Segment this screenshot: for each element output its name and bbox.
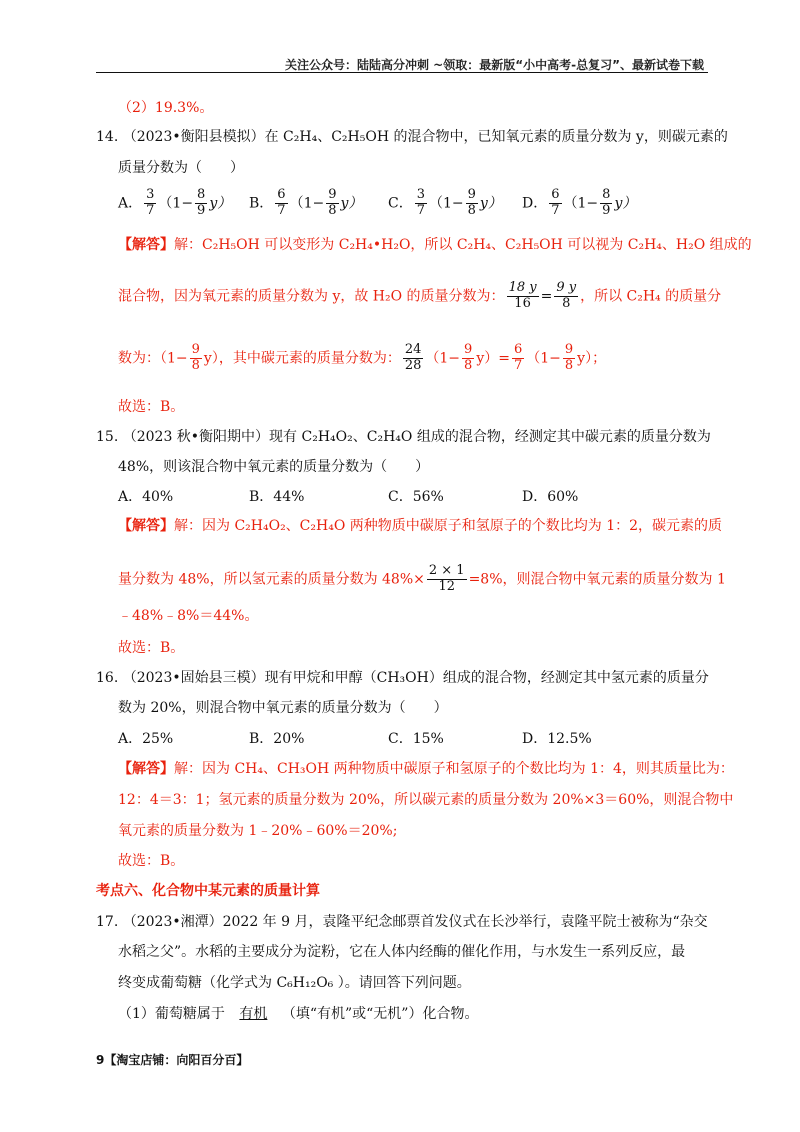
header-rule — [96, 72, 708, 73]
numerator: 9 — [464, 342, 473, 357]
denominator: 28 — [404, 357, 422, 373]
solution-text: 量分数为 48%，所以氢元素的质量分数为 48%× — [118, 571, 425, 588]
denominator: 8 — [562, 295, 571, 311]
fraction — [195, 188, 207, 219]
option-tail: y） — [209, 195, 232, 212]
q14-solution-line3 — [118, 343, 606, 374]
option-label: A． — [118, 195, 143, 212]
numerator: 24 — [404, 342, 422, 357]
q17-number: 17. — [96, 914, 119, 930]
denominator: 7 — [513, 357, 523, 373]
solution-tag: 【解答】 — [118, 761, 174, 777]
numerator: 2 × 1 — [428, 563, 465, 578]
denominator: 8 — [328, 202, 337, 218]
q14-number: 14. — [96, 129, 119, 145]
solution-tag: 【解答】 — [118, 237, 174, 253]
q16-option-a: A．25% — [118, 731, 174, 747]
q14-solution-line1 — [118, 236, 752, 254]
q16-solution-line2: 12：4＝3：1；氢元素的质量分数为 20%，所以碳元素的质量分数为 20%×3＝60%，则混合物中 — [118, 792, 734, 808]
equals: = — [540, 288, 553, 305]
numerator: 3 — [146, 187, 155, 202]
numerator: 3 — [416, 187, 425, 202]
denominator: 8 — [464, 357, 473, 373]
numerator: 6 — [551, 187, 560, 202]
sub-question-text: （填“有机”或“无机”）化合物。 — [281, 1006, 479, 1022]
solution-text: y）； — [577, 350, 607, 367]
fraction — [144, 188, 156, 219]
option-tail: y） — [479, 195, 502, 212]
fraction — [563, 343, 575, 374]
denominator: 9 — [197, 202, 206, 218]
solution-text: 解：C₂H₅OH 可以变形为 C₂H₄•H₂O，所以 C₂H₄、C₂H₅OH 可以视为 C₂H₄、H₂O 组成的 — [174, 237, 752, 253]
q14-stem-text-1: （2023•衡阳县模拟）在 C₂H₄、C₂H₅OH 的混合物中，已知氧元素的质量分数为 y，则碳元素的 — [122, 129, 728, 145]
fraction — [466, 188, 478, 219]
fraction — [462, 343, 474, 374]
section-title: 考点六、化合物中某元素的质量计算 — [96, 883, 320, 899]
q15-option-b: B．44% — [249, 489, 305, 505]
q16-stem-text-1: （2023•固始县三模）现有甲烷和甲醇（CH₃OH）组成的混合物，经测定其中氢元素的质量分 — [122, 670, 709, 686]
page-number: 9 — [96, 1053, 105, 1067]
numerator: 8 — [197, 187, 206, 202]
footer-text: 【淘宝店铺：向阳百分百】 — [104, 1053, 249, 1067]
q16-option-b: B．20% — [249, 731, 305, 747]
fraction — [549, 188, 561, 219]
q15-option-c: C．56% — [388, 489, 444, 505]
denominator: 12 — [438, 578, 455, 594]
numerator: 6 — [513, 342, 523, 357]
denominator: 8 — [467, 202, 476, 218]
solution-tag: 【解答】 — [118, 518, 174, 534]
q15-stem-line2: 48%，则该混合物中氧元素的质量分数为（ ） — [118, 459, 430, 475]
q15-solution-line3: ﹣48%﹣8%＝44%。 — [118, 608, 259, 624]
solution-text: 解：因为 C₂H₄O₂、C₂H₄O 两种物质中碳原子和氢原子的个数比均为 1：2，碳元素的质 — [174, 518, 723, 534]
numerator: 18 y — [508, 280, 537, 295]
numerator: 9 — [467, 187, 476, 202]
option-label: C． — [388, 195, 413, 212]
q15-solution-line1 — [118, 517, 722, 535]
q16-stem-line1 — [96, 669, 709, 687]
answer-blank: 有机 — [239, 1006, 268, 1022]
q17-stem-line3: 终变成葡萄糖（化学式为 C₆H₁₂O₆ ）。请回答下列问题。 — [118, 975, 471, 991]
numerator: 9 — [191, 342, 200, 357]
numerator: 6 — [277, 187, 286, 202]
numerator: 9 — [564, 342, 574, 357]
denominator: 16 — [514, 295, 531, 311]
solution-text: 数为：（1− — [118, 350, 188, 367]
solution-text: y），其中碳元素的质量分数为： — [203, 350, 401, 367]
q16-option-d: D．12.5% — [522, 731, 592, 747]
q15-solution-line2 — [118, 564, 726, 595]
solution-text: y）= — [476, 350, 510, 367]
solution-text: 混合物，因为氧元素的质量分数为 y，故 H₂O 的质量分数为： — [118, 288, 505, 305]
q17-stem-line2: 水稻之父”。水稻的主要成分为淀粉，它在人体内经酶的催化作用，与水发生一系列反应，最 — [118, 944, 686, 960]
denominator: 7 — [551, 202, 560, 218]
fraction — [600, 188, 612, 219]
numerator: 8 — [602, 187, 611, 202]
solution-text: （1− — [526, 350, 561, 367]
denominator: 7 — [146, 202, 155, 218]
fraction — [190, 343, 202, 374]
q15-conclusion: 故选：B。 — [118, 640, 185, 656]
q14-option-d — [522, 188, 636, 219]
q16-solution-line1 — [118, 760, 734, 778]
solution-text: 解：因为 CH₄、CH₃OH 两种物质中碳原子和氢原子的个数比均为 1：4，则其质量比为： — [174, 761, 734, 777]
prev-answer: （2）19.3%。 — [118, 100, 214, 116]
fraction — [507, 281, 539, 312]
fraction — [275, 188, 287, 219]
solution-text: =8%，则混合物中氧元素的质量分数为 1 — [468, 571, 726, 588]
sub-question-text: （1）葡萄糖属于 — [118, 1006, 225, 1022]
denominator: 9 — [602, 202, 611, 218]
fraction — [326, 188, 338, 219]
option-label: D． — [522, 195, 548, 212]
q15-stem-text-1: （2023 秋•衡阳期中）现有 C₂H₄O₂、C₂H₄O 组成的混合物，经测定其中碳元素的质量分数为 — [122, 429, 711, 445]
numerator: 9 — [328, 187, 337, 202]
q15-option-a: A．40% — [118, 489, 174, 505]
q16-number: 16. — [96, 670, 119, 686]
paren-open: （1− — [429, 195, 464, 212]
q17-stem-text-1: （2023•湘潭）2022 年 9 月，袁隆平纪念邮票首发仪式在长沙举行，袁隆平院士被称为“杂交 — [122, 914, 708, 930]
solution-text: （1− — [425, 350, 461, 367]
fraction — [403, 343, 424, 374]
q16-stem-line2: 数为 20%，则混合物中氧元素的质量分数为（ ） — [118, 700, 448, 716]
denominator: 8 — [191, 357, 200, 373]
option-tail: y） — [340, 195, 363, 212]
q15-option-d: D．60% — [522, 489, 579, 505]
paren-open: （1− — [158, 195, 194, 212]
denominator: 7 — [277, 202, 286, 218]
q16-solution-line3: 氧元素的质量分数为 1﹣20%﹣60%＝20%; — [118, 823, 398, 839]
q17-stem-line1 — [96, 913, 708, 931]
option-label: B． — [249, 195, 274, 212]
denominator: 8 — [564, 357, 574, 373]
page-header: 关注公众号：陆陆高分冲刺 ~领取：最新版“小中高考-总复习”、最新试卷下载 — [285, 58, 704, 72]
q15-number: 15. — [96, 429, 119, 445]
q14-stem-line1 — [96, 128, 728, 146]
solution-text: ，所以 C₂H₄ 的质量分 — [580, 288, 722, 305]
q14-stem-line2: 质量分数为（ ） — [118, 160, 244, 176]
denominator: 7 — [416, 202, 425, 218]
q16-conclusion: 故选：B。 — [118, 853, 185, 869]
numerator: 9 y — [556, 280, 577, 295]
page-footer — [96, 1051, 248, 1068]
fraction — [415, 188, 427, 219]
fraction — [427, 564, 467, 595]
q14-solution-line2 — [118, 281, 721, 312]
paren-open: （1− — [289, 195, 325, 212]
q14-conclusion: 故选：B。 — [118, 399, 185, 415]
fraction — [512, 343, 524, 374]
q14-option-b — [249, 188, 362, 219]
q16-option-c: C．15% — [388, 731, 444, 747]
q14-option-c — [388, 188, 502, 219]
option-tail: y） — [614, 195, 637, 212]
paren-open: （1− — [563, 195, 599, 212]
q15-stem-line1 — [96, 428, 711, 446]
q14-option-a — [118, 188, 231, 219]
q17-sub1 — [118, 1005, 478, 1023]
fraction — [554, 281, 578, 312]
